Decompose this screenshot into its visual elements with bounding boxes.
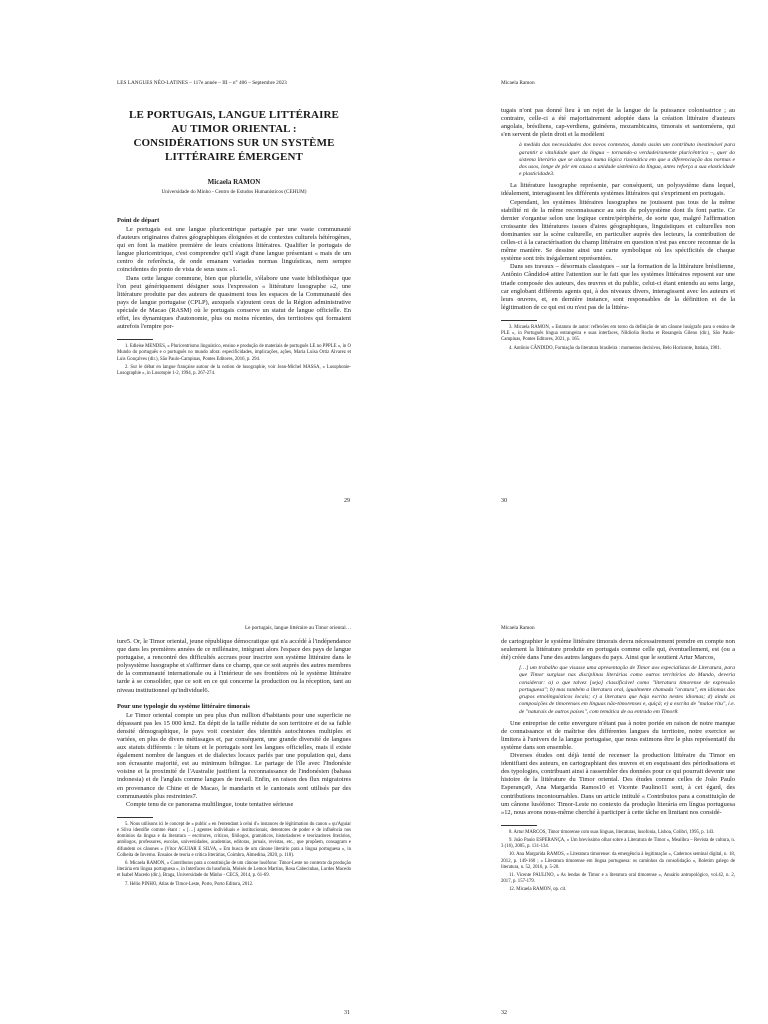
footnote: 7. Hélio PINHO, Atlas de Timor-Leste, Porto, Porto Editora, 2012. — [125, 881, 254, 887]
running-head: Le portugais, langue littéraire au Timor oriental… — [244, 625, 351, 631]
block-quote: […] um trabalho que visasse uma apresentação de Timor aos especialistas de Literatura, para que Timor surgisse nas disciplinas literárias como outros territórios do Mundo, deveria considerar: a) o que talvez [seja] classificável como "literatura timorense de expressão portuguesa"; b) mas também a literatura oral, igualmente chamada "oratura", em idiomas dos grupos etnolinguísticos locais; c) a literatura que haja escrita nestes idiomas; d) ainda as composições de timorenses em línguas não-timorenses e, quiçá; e) a escrita de "malae ritu", i.e. de "naturais de outros países", com temática de ou entrado em Timor8. — [519, 665, 735, 715]
page-29 — [0, 0, 384, 512]
section-heading: Pour une typologie du système littéraire timorais — [117, 702, 250, 710]
body-paragraph: de cartographier le système littéraire timorais devra nécessairement prendre en compte non seulement la littérature produite en portugais comme celle qui, éventuellement, est (ou a été) créée dans l'une des autres langues du pays. Ainsi que le soutient Artur Marcos, — [501, 638, 735, 662]
page-number: 31 — [344, 1010, 350, 1016]
footnote: 9. João Paulo ESPERANÇA, « Um brevíssimo olhar sobre a Literatura de Timor », Mealibra – Revista de cultura, n. 3 (16), 2005, p. 131-134. — [501, 838, 735, 850]
footnote-rule — [501, 825, 537, 826]
page-32 — [384, 512, 768, 1024]
footnote: 8. Artur MARCOS, Timor timorense com suas línguas, literaturas, lusofonia, Lisboa, Colibri, 1995, p. 143. — [509, 829, 715, 835]
page-number: 32 — [501, 1010, 507, 1016]
page-number: 29 — [344, 498, 350, 504]
body-paragraph: La littérature lusographe représente, par conséquent, un polysystème dans lequel, idéalement, interagissent les différents systèmes littéraires qui s'expriment en portugais. — [501, 182, 735, 198]
body-paragraph: Diverses études ont déjà tenté de recenser la production littéraire du Timor en identifiant des auteurs, en cartographiant des œuvres et en esquissant des périodisations et des typologies, contribuant ainsi à rassembler des données pour ce qui pourrait devenir une histoire de la littérature du Timor oriental. Des études comme celles de João Paulo Esperança9, Ana Margarida Ramos10 et Vicente Paulino11 sont, à cet égard, des contributions incontournables. Dans un article intitulé « Contributos para a constituição de um cânone lusófono: Timor-Leste no contexto da produção literária em língua portuguesa »12, nous avons nous-même cherché à participer à cette tâche en limitant nos considé- — [501, 752, 735, 816]
running-head: Micaela Ramon — [501, 625, 535, 631]
body-paragraph: tugais n'ont pas donné lieu à un rejet de la langue de la puissance colonisatrice ; au contraire, celle-ci a été majoritairement adoptée dans la création littéraire d'auteurs angolais, brésiliens, cap-verdiens, guinéens, mozambicains, timorais et santoméens, qui s'en servent de plein droit et la modèlent — [501, 107, 735, 139]
page-31 — [0, 512, 384, 1024]
page-number: 30 — [501, 498, 507, 504]
body-paragraph: Le Timor oriental compte un peu plus d'un million d'habitants pour une superficie ne dépassant pas les 15 000 km2. En dépit de la taille réduite de son territoire et de sa faible densité démographique, le pays voit coexister des identités autochtones multiples et variées, en plus de divers métissages et, par conséquent, une grande diversité de langues aux statuts différents : le tétum et le portugais sont les langues officielles, mais il existe également nombre de langues et de dialectes locaux parlés par une population qui, dans son écrasante majorité, est au minimum bilingue. Le partage de l'île avec l'Indonésie voisine et la proximité de l'Australie justifient la reconnaissance de l'indonésien (bahasa indonesia) et de l'anglais comme langues de travail. Enfin, en raison des flux migratoires en provenance de Chine et de Macao, le mandarin et le cantonais sont utilisés par des communautés plus restreintes7. — [117, 711, 351, 800]
footnote: 6. Micaela RAMON, « Contributos para a constituição de um cânone lusófono: Timor-Leste no contexto da produção literária em língua portuguesa », in Interfaces da lusofonia, Moisés de Lemos Martins, Rosa Cabecinhas, Lurdes Macedo et Isabel Macedo (dir.), Braga, Universidade do Minho - CECS, 2014, p. 61-69. — [117, 861, 351, 879]
author-name: Micaela RAMON — [207, 178, 261, 186]
block-quote: à medida das necessidades dos novos contextos, dando assim um contributo inestimável para garantir a vitalidade quer da língua – tornando-a verdadeiramente pluricêntrica –, quer do sistema literário que se alargou numa lógica rizomática em que a diferenciação das normas e dos usos, longe de pôr em causa a unidade sistémica da língua, antes reforça a sua elasticidade e plasticidade3. — [519, 142, 735, 178]
title-line: LITTÉRAIRE ÉMERGENT — [165, 151, 303, 163]
footnote: 4. Antônio CÂNDIDO, Formação da literatura brasileira : momentos decisivos, Belo Horizonte, Itatiaia, 1981. — [509, 345, 721, 351]
body-paragraph: ture5. Or, le Timor oriental, jeune république démocratique qui n'a accédé à l'indépendance que dans les premières années de ce millénaire, intègrant alors l'espace des pays de langue portugaise, a rencontré des difficultés accrues pour inscrire son système littéraire dans le polysystème lusographe et s'affirmer dans ce champ, que ce soit auprès des autres membres de la communauté internationale ou à l'intérieur de ses frontières où le système littéraire tarde à se consolider, que ce soit en ce qui concerne la production ou la réception, tant au niveau institutionnel qu'individuel6. — [117, 638, 351, 694]
footnote: 2. Sur le débat en langue française autour de la notion de lusographie, voir Jean-Michel MASSA, « Lusophonie-Lusographie », in Lusotopie 1-2, 1994, p. 267-274. — [117, 364, 351, 377]
body-paragraph: Cependant, les systèmes littéraires lusographes ne jouissent pas tous de la même stabilité ni de la même reconnaissance au sein du polysystème dont ils font partie. Ce dernier s'organise selon une logique centre/périphérie, de sorte que, malgré l'affirmation croissante des littératures issues d'aires géographiques, linguistiques et culturelles non dominantes sur la scène culturelle, en particulier auprès des lecteurs, la contribution de celles-ci à la caractérisation du champ littéraire en question n'est pas encore reconnue de la même manière. Se dessine ainsi une carte symbolique où les spécificités de chaque système sont très inégalement représentées. — [501, 198, 735, 263]
body-paragraph: Compte tenu de ce panorama multilingue, toute tentative sérieuse — [126, 800, 294, 808]
footnote-rule — [117, 339, 153, 340]
footnote: 11. Vicente PAULINO, « As lendas de Timor e a literatura oral timorense », Anuário antropológico, vol.42, n. 2, 2017, p. 157-179. — [501, 873, 735, 885]
body-paragraph: Dans ses travaux – désormais classiques – sur la formation de la littérature brésilienne, Antônio Cândido4 attire l'attention sur le fait que les systèmes littéraires reposent sur une triade composée des auteurs, des œuvres et du public, celui-ci étant entendu au sens large, car englobant différents agents qui, à des niveaux divers, interagissent avec les auteurs et leurs œuvres, et, en dernière instance, sont responsables de la définition et de la légitimation de ce qui est ou n'est pas de la littéra- — [501, 263, 735, 311]
body-paragraph: Une entreprise de cette envergure n'étant pas à notre portée en raison de notre manque de connaissance et de maîtrise des différentes langues du territoire, notre exercice se limitera à l'univers de la langue portugaise, que nous estimons être le plus représentatif du système dans son ensemble. — [501, 719, 735, 751]
article-title — [117, 108, 351, 164]
footnote: 3. Micaela RAMON, « Estatuto de autor: reflexões em torno da definição de um cânone lusógrafo para o ensino de PLE », in Português língua estrangeira e suas interfaces, Nildicéia Rocha et Rosangela Gileno (dir.), São Paulo-Campinas, Pontes Editores, 2021, p. 165. — [501, 324, 735, 343]
running-head: LES LANGUES NÉO-LATINES – 117e année – III – n° 406 – Septembre 2023 — [117, 80, 287, 86]
footnote: 5. Nous utilisons ici le concept de « public » en l'entendant à celui d'« instances de légitimation du canon » qu'Aguiar e Silva identifie comme étant : « […] agentes individuais e institucionais, detentores de poder e de influência nos domínios da língua e da literatura – escritores, críticos, filólogos, gramáticos, historiadores e teorizadores literários, antólogos, professores, escolas, universidades, academias, editoras, jornais, revistas, etc., que propõem, consagram e difundem os cânones » (Vítor AGUIAR E SILVA, « Em busca de um cânone literário para a língua portuguesa », in Colheita de Inverno. Ensaios de teoria e crítica literárias, Coimbra, Almedina, 2020, p. 118). — [117, 821, 351, 858]
running-head: Micaela Ramon — [501, 80, 535, 86]
footnote: 1. Edleise MENDES, « Pluricentrismo linguístico, ensino e produção de materiais de português LE no PPPLE », in O Mundo do português e o português no mundo afora: especificidades, implicações, ações, Maria Luisa Ortiz Alvarez et Luis Gonçalves (dir.), São Paulo-Campinas, Pontes Editores, 2016, p. 294. — [117, 344, 351, 362]
page-30 — [384, 0, 768, 512]
title-line: AU TIMOR ORIENTAL : — [171, 123, 297, 135]
body-paragraph: Le portugais est une langue pluricentrique partagée par une vaste communauté d'auteurs originaires d'aires géographiques éloignées et de contextes culturels hétérogènes, qui en font la matière première de leurs créations littéraires. Qualifier le portugais de langue pluricentrique, c'est comprendre qu'il s'agit d'une langue présentant « mais de um centro de referência, de onde emanam variadas normas linguísticas, nem sempre coincidentes do ponto de vista de seus usos »1. — [117, 226, 351, 274]
title-line: LE PORTUGAIS, LANGUE LITTÉRAIRE — [129, 109, 339, 121]
footnote: 12. Micaela RAMON, op. cit. — [509, 887, 567, 893]
title-line: CONSIDÉRATIONS SUR UN SYSTÈME — [133, 137, 335, 149]
author-affiliation: Universidade do Minho - Centro de Estudos Humanísticos (CEHUM) — [161, 189, 307, 195]
footnote-rule — [117, 817, 153, 818]
section-heading: Point de départ — [117, 217, 160, 224]
footnote: 10. Ana Margarida RAMOS, « Literatura timorense: da emergência à legitimação », Cadernos seminal digital, n. 18, 2012, p. 149-160 ; « Literatura timorense em língua portuguesa: os caminhos da consolidação », Boletim galego de literatura, n. 52, 2016, p. 5-20. — [501, 852, 735, 870]
body-paragraph: Dans cette langue commune, bien que plurielle, s'élabore une vaste bibliothèque que l'on peut génériquement désigner sous l'expression « littérature lusographe »2, une littérature produite par des auteurs de quasiment tous les espaces de la Communauté des pays de langue portugaise (CPLP), auxquels s'ajoutent ceux de la Région administrative spéciale de Macao (RASM) où le portugais conserve un statut de langue officielle. En effet, les dynamiques d'autonomie, plus ou moins récentes, des territoires qui formaient autrefois l'empire por- — [117, 274, 351, 331]
footnote-rule — [501, 320, 537, 321]
